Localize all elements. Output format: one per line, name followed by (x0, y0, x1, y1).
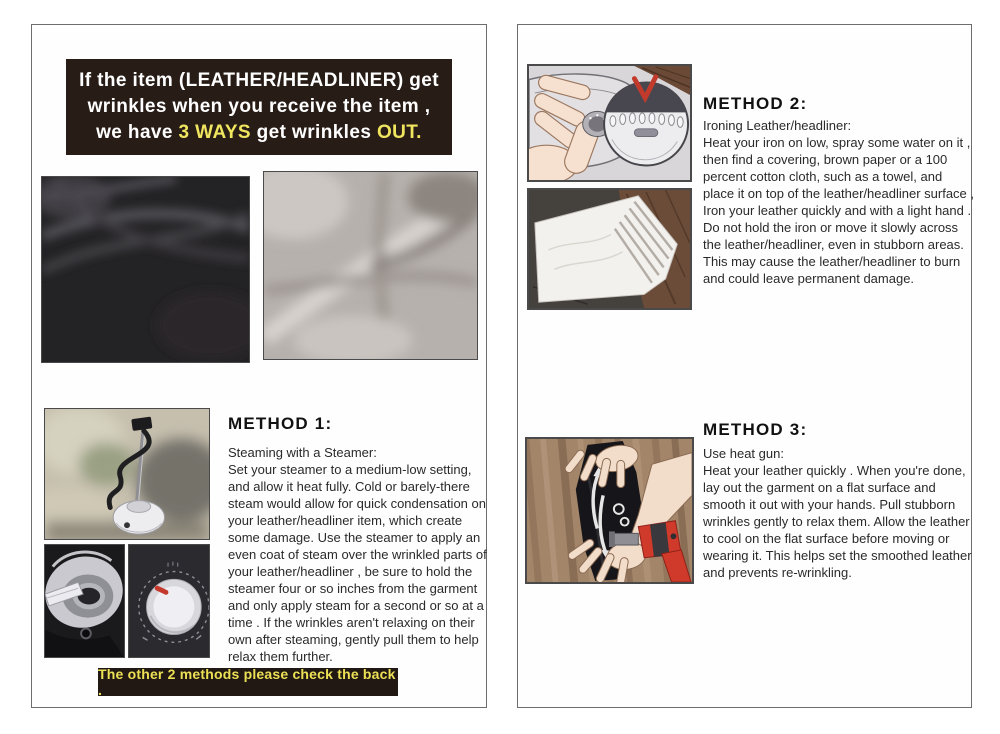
back-note-banner (98, 668, 398, 696)
photo-steamer-control-dial (128, 544, 210, 658)
headline-banner (66, 59, 452, 155)
photo-black-wrinkled-leather (41, 176, 250, 363)
photo-steamer-water-inlet (44, 544, 125, 658)
method2-subtitle: Ironing Leather/headliner: (703, 118, 852, 133)
method1-title: METHOD 1: (228, 414, 333, 433)
photo-gray-wrinkled-fabric (263, 171, 478, 360)
method2-section (703, 95, 975, 287)
method3-subtitle: Use heat gun: (703, 446, 784, 461)
method3-body: Heat your leather quickly . When you're done, lay out the garment on a flat surface and smooth it out with your hands. Pull stubborn wrinkles gently to relax them. Allow the leather to cool on the flat surface before moving or wearing it. This helps set the smoothed leather and prevents re-wrinkling. (703, 463, 972, 580)
method2-title: METHOD 2: (703, 94, 808, 113)
method3-title: METHOD 3: (703, 420, 808, 439)
headline-line-2: wrinkles when you receive the item , (87, 96, 431, 117)
left-page-panel (31, 24, 487, 708)
method1-subtitle: Steaming with a Steamer: (228, 445, 377, 460)
highlight-3-ways: 3 WAYS (178, 122, 251, 143)
photo-garment-steamer (44, 408, 210, 540)
highlight-out: OUT. (376, 122, 422, 143)
right-page-panel (517, 24, 975, 708)
headline-line-1: If the item (LEATHER/HEADLINER) get (79, 70, 439, 91)
illustration-heat-gun-smoothing-leather (525, 437, 694, 584)
back-note-text: The other 2 methods please check the back . (98, 666, 396, 698)
headline-line-3: we have 3 WAYS get wrinkles OUT. (96, 122, 422, 143)
method1-section (228, 415, 488, 665)
method3-section (703, 421, 975, 581)
photo-folded-white-towel (527, 188, 692, 310)
illustration-iron-temperature-dial (527, 64, 692, 182)
method1-body: Set your steamer to a medium-low setting, and allow it heat fully. Cold or barely-there steam would allow for quick condensation on your leather/headliner item, which create some damage. Use the steamer to apply an even coat of steam over the wrinkled parts of your leather/headliner , be sure to hold the steamer four or so inches from the garment and only apply steam for a second or so at a time . If the wrinkles aren't relaxing on their own after steaming, gently pull them to help relax them further. (228, 462, 487, 664)
method2-body: Heat your iron on low, spray some water on it , then find a covering, brown paper or a 100 percent cotton cloth, such as a towel, and place it on top of the leather/headliner surface , Iron your leather quickly and with a light hand . Do not hold the iron or move it slowly across the leather/headliner, even in stubborn areas. This may cause the leather/headliner to burn and could leave permanent damage. (703, 135, 975, 286)
